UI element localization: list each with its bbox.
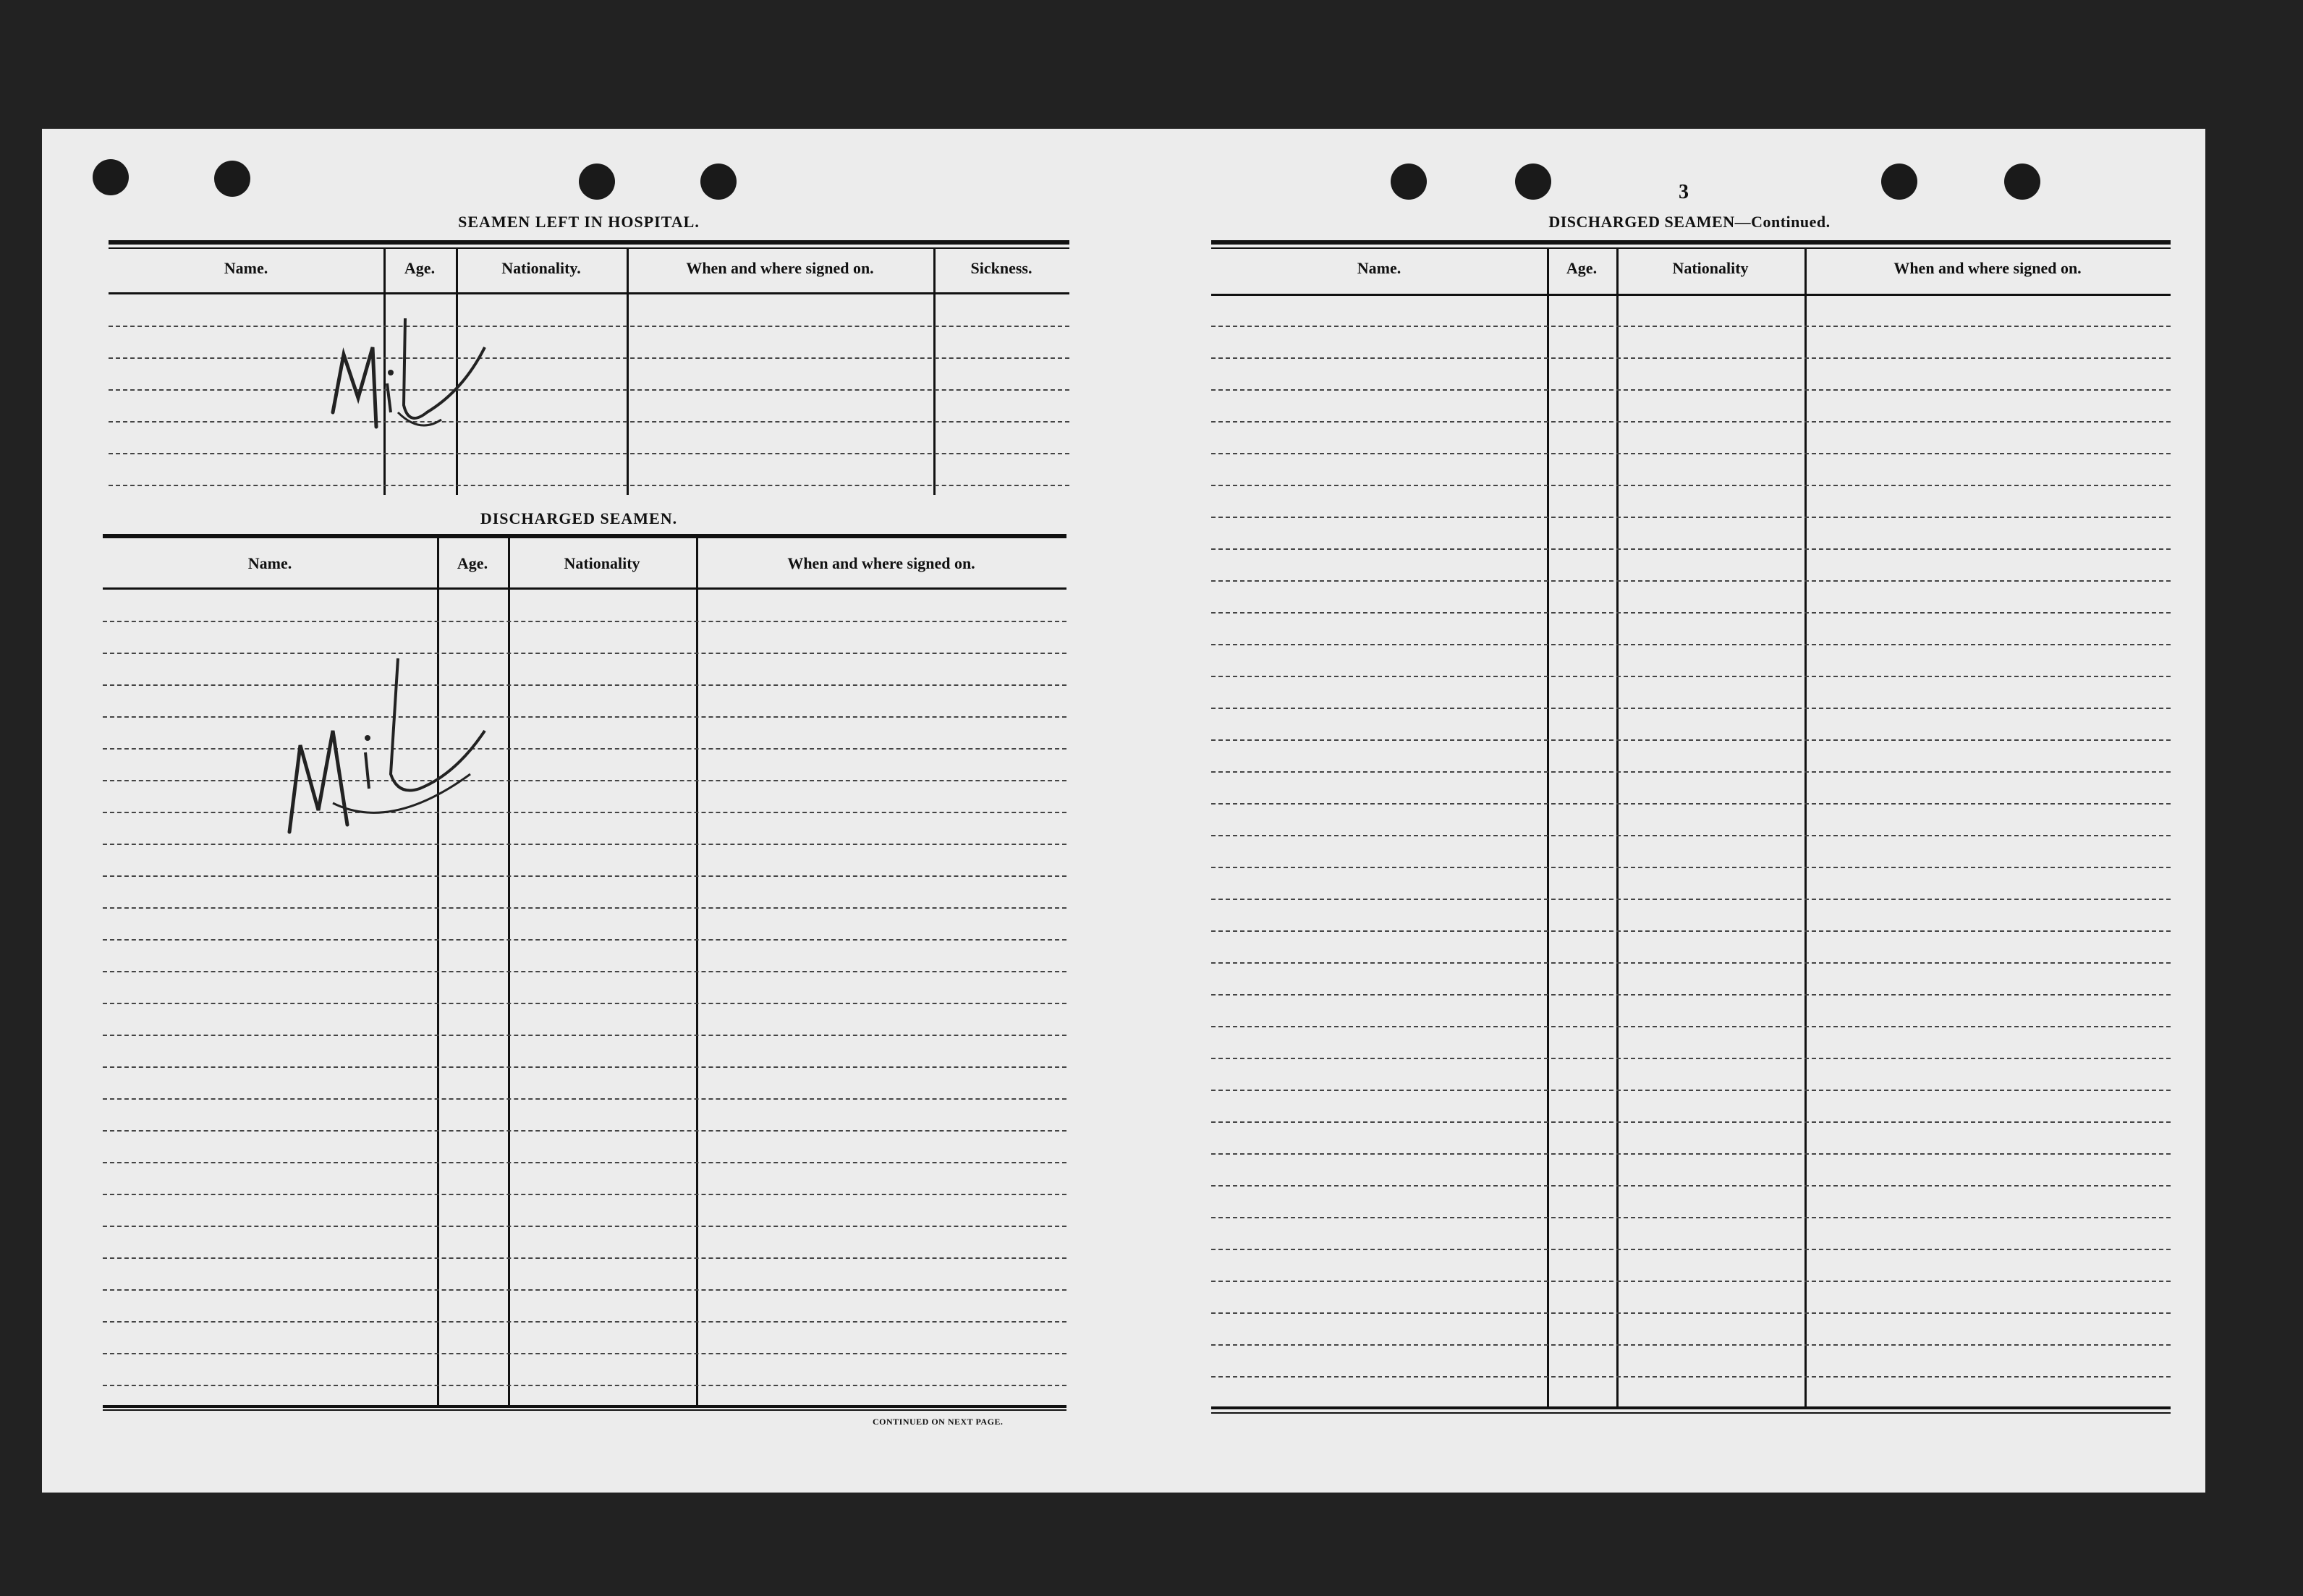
discharged-table-right	[1211, 240, 2171, 1411]
punch-hole	[1881, 164, 1917, 200]
handwritten-nil-discharged	[282, 651, 499, 839]
col-header-nationality: Nationality	[1672, 259, 1749, 277]
right-section-title: DISCHARGED SEAMEN—Continued.	[1548, 213, 1831, 231]
col-header-nationality: Nationality	[564, 554, 640, 572]
col-header-age: Age.	[404, 259, 436, 277]
punch-hole	[579, 164, 615, 200]
punch-hole	[1515, 164, 1551, 200]
page-number: 3	[1679, 181, 1689, 203]
col-header-age: Age.	[457, 554, 488, 572]
col-header-sickness: Sickness.	[970, 259, 1032, 277]
handwritten-nil-hospital	[318, 304, 506, 441]
punch-hole	[1391, 164, 1427, 200]
col-header-name: Name.	[224, 259, 268, 277]
col-header-name: Name.	[247, 554, 292, 572]
col-header-signed-on: When and where signed on.	[787, 554, 975, 572]
hospital-section-title: SEAMEN LEFT IN HOSPITAL.	[458, 213, 700, 231]
col-header-signed-on: When and where signed on.	[1893, 259, 2082, 277]
col-header-age: Age.	[1566, 259, 1598, 277]
punch-hole	[2004, 164, 2040, 200]
punch-hole	[93, 159, 129, 195]
hospital-table	[109, 240, 1069, 498]
col-header-signed-on: When and where signed on.	[686, 259, 874, 277]
continued-note: CONTINUED ON NEXT PAGE.	[873, 1417, 1004, 1427]
col-header-nationality: Nationality.	[501, 259, 581, 277]
discharged-table-left	[103, 534, 1066, 1411]
discharged-section-title: DISCHARGED SEAMEN.	[480, 509, 678, 527]
punch-hole	[214, 161, 250, 197]
col-header-name: Name.	[1357, 259, 1401, 277]
punch-hole	[700, 164, 737, 200]
